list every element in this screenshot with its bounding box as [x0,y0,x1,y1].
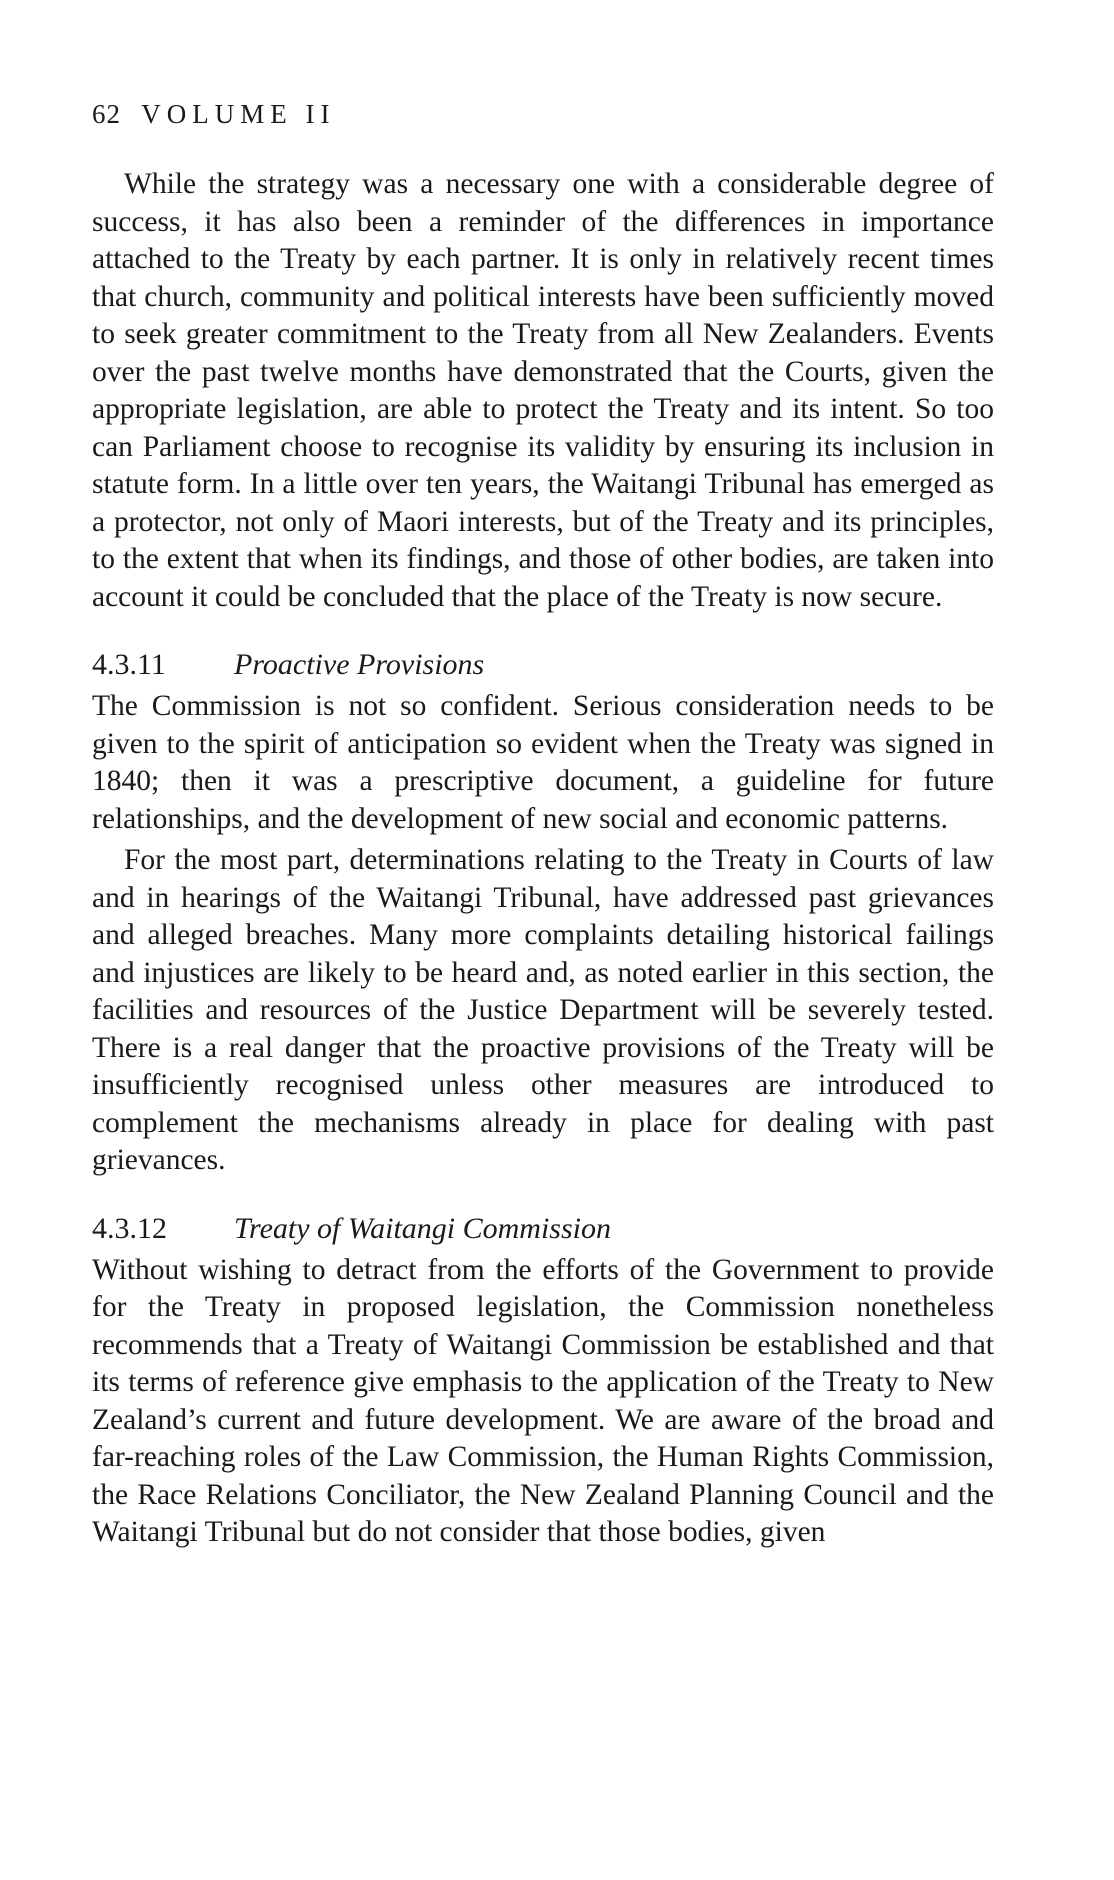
body-paragraph: While the strategy was a necessary one with a considerable degree of success, it has also been a reminder of the differences in importance attached to the Treaty by each partner. It is only in relatively recent times that church, community and political interests have been sufficiently moved to seek greater commitment to the Treaty from all New Zealanders. Events over the past twelve months have demonstrated that the Courts, given the appropriate legislation, are able to protect the Treaty and its intent. So too can Parliament choose to recognise its validity by ensuring its inclusion in statute form. In a little over ten years, the Waitangi Tribunal has emerged as a protector, not only of Maori interests, but of the Treaty and its principles, to the extent that when its findings, and those of other bodies, are taken into account it could be concluded that the place of the Treaty is now secure. [92,168,994,613]
section-number: 4.3.11 [92,648,166,681]
document-page [92,96,994,1552]
body-paragraph: For the most part, determinations relating to the Treaty in Courts of law and in hearings of the Waitangi Tribunal, have addressed past grievances and alleged breaches. Many more complaints detailing historical failings and injustices are likely to be heard and, as noted earlier in this section, the facilities and resources of the Justice Department will be severely tested. There is a real danger that the proactive provisions of the Treaty will be insufficiently recognised unless other measures are introduced to complement the mechanisms already in place for dealing with past grievances. [92,844,994,1176]
body-paragraph: Without wishing to detract from the efforts of the Government to provide for the Treaty in proposed legislation, the Commission nonetheless recommends that a Treaty of Waitangi Commission be established and that its terms of reference give emphasis to the application of the Treaty to New Zealand’s current and future development. We are aware of the broad and far-reaching roles of the Law Commission, the Human Rights Commission, the Race Relations Conciliator, the New Zealand Planning Council and the Waitangi Tribunal but do not consider that those bodies, given [92,1253,994,1548]
section-heading [92,1210,994,1248]
page-number: 62 [92,99,121,129]
section-number: 4.3.12 [92,1211,167,1245]
running-head [92,96,994,132]
volume-label: VOLUME II [141,99,336,129]
section-title: Proactive Provisions [234,648,485,681]
body-paragraph: The Commission is not so confident. Serious consideration needs to be given to the spirit of anticipation so evident when the Treaty was signed in 1840; then it was a prescriptive document, a guideline for future relationships, and the development of new social and economic patterns. [92,690,994,835]
section-heading [92,646,994,684]
section-title: Treaty of Waitangi Commission [234,1211,611,1245]
